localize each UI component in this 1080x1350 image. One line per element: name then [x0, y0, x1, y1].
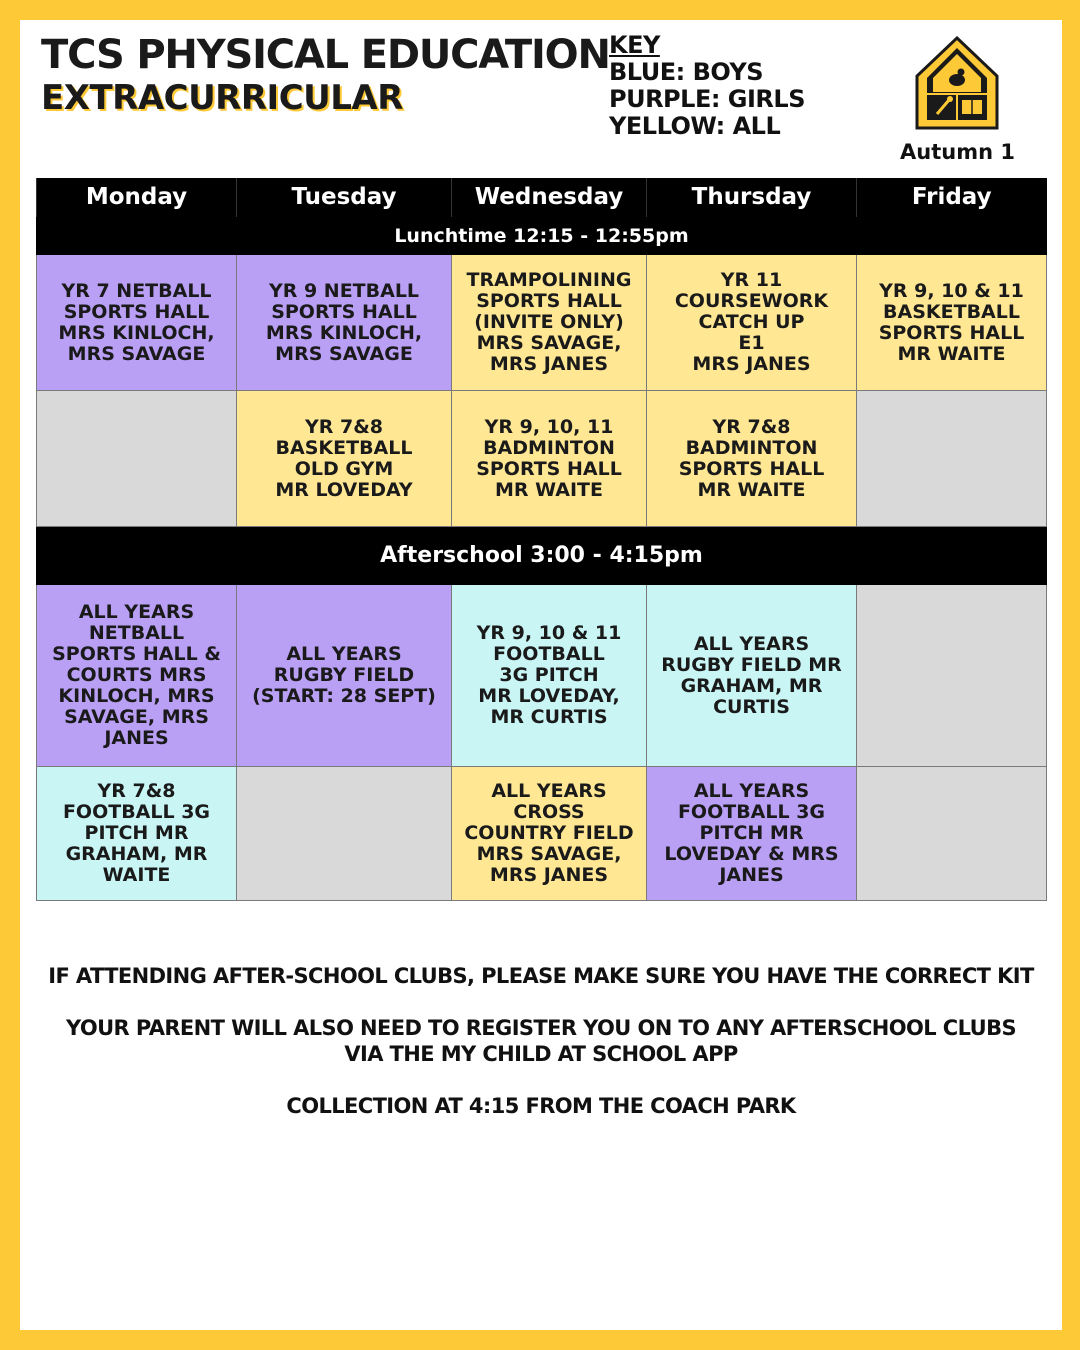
- club-cell-line: BADMINTON: [483, 436, 615, 459]
- club-cell-line: YR 7&8: [712, 415, 791, 438]
- colour-key: [609, 32, 805, 140]
- club-cell-line: MRS JANES: [489, 864, 609, 886]
- lunch-row-1: [37, 255, 1047, 391]
- club-cell-line: E1: [738, 332, 765, 354]
- club-cell-line: BASKETBALL: [275, 436, 413, 459]
- club-cell-line: PITCH MR: [699, 822, 804, 844]
- empty-cell: [37, 391, 237, 527]
- club-cell-line: YR 11: [720, 269, 783, 291]
- club-cell-line: YR 9, 10 & 11: [476, 622, 622, 644]
- club-cell-line: MRS KINLOCH,: [265, 321, 423, 344]
- club-cell-line: SPORTS HALL: [678, 457, 825, 480]
- club-cell-line: MR WAITE: [495, 478, 603, 501]
- club-cell-line: PITCH MR: [84, 822, 189, 844]
- club-cell-wednesday: [452, 585, 647, 767]
- club-cell-monday: [37, 767, 237, 901]
- club-cell-line: JANES: [719, 864, 784, 886]
- club-cell-line: MRS KINLOCH,: [58, 321, 215, 344]
- club-cell-line: ALL YEARS: [286, 643, 402, 665]
- club-cell-line: MRS SAVAGE: [67, 342, 206, 365]
- lunchtime-band: Lunchtime 12:15 - 12:55pm: [37, 217, 1047, 255]
- club-cell-line: SPORTS HALL &: [52, 643, 221, 665]
- afterschool-row-1: [37, 585, 1047, 767]
- afterschool-row-2: [37, 767, 1047, 901]
- club-cell-line: WAITE: [102, 864, 171, 886]
- club-cell-wednesday: [452, 255, 647, 391]
- timetable: [36, 178, 1047, 901]
- club-cell-line: RUGBY FIELD MR: [661, 653, 842, 676]
- club-cell-line: MR WAITE: [897, 342, 1006, 365]
- club-cell-line: ALL YEARS: [693, 780, 810, 802]
- club-cell-line: ALL YEARS: [491, 780, 607, 802]
- lunch-row-2: [37, 391, 1047, 527]
- club-cell-thursday: [647, 255, 857, 391]
- club-cell-thursday: [647, 585, 857, 767]
- club-cell-line: NETBALL: [88, 622, 185, 644]
- school-crest-icon: [915, 36, 999, 132]
- empty-cell: [237, 767, 452, 901]
- empty-cell: [857, 767, 1047, 901]
- club-cell-line: SPORTS HALL: [476, 457, 622, 480]
- club-cell-line: SPORTS HALL: [271, 300, 417, 323]
- club-cell-line: (START: 28 SEPT): [252, 685, 436, 707]
- club-cell-line: RUGBY FIELD: [273, 664, 415, 686]
- club-cell-line: (INVITE ONLY): [474, 311, 624, 333]
- key-item-yellow: YELLOW: ALL: [609, 112, 781, 140]
- day-header-monday: Monday: [37, 178, 237, 217]
- poster: [20, 20, 1062, 1330]
- kit-notice: IF ATTENDING AFTER-SCHOOL CLUBS, PLEASE MAKE SURE YOU HAVE THE CORRECT KIT: [48, 964, 1034, 988]
- club-cell-tuesday: [237, 585, 452, 767]
- register-notice-line-2: VIA THE MY CHILD AT SCHOOL APP: [344, 1042, 738, 1066]
- club-cell-line: GRAHAM, MR: [680, 674, 823, 697]
- club-cell-thursday: [647, 767, 857, 901]
- club-cell-line: MRS JANES: [489, 353, 609, 375]
- club-cell-line: MR LOVEDAY,: [478, 685, 620, 707]
- club-cell-line: FOOTBALL 3G: [62, 801, 211, 823]
- club-cell-line: FOOTBALL: [493, 643, 605, 665]
- club-cell-line: COURTS MRS: [66, 664, 207, 686]
- club-cell-line: MRS JANES: [692, 353, 811, 375]
- club-cell-line: CATCH UP: [698, 311, 805, 333]
- club-cell-line: 3G PITCH: [499, 664, 599, 686]
- day-header-thursday: Thursday: [647, 178, 857, 217]
- club-cell-line: MRS SAVAGE: [275, 342, 413, 365]
- club-cell-line: CROSS: [513, 801, 585, 823]
- club-cell-line: YR 9, 10 & 11: [879, 279, 1024, 302]
- register-notice-line-1: YOUR PARENT WILL ALSO NEED TO REGISTER YOU ON TO ANY AFTERSCHOOL CLUBS: [65, 1016, 1016, 1040]
- club-cell-line: BASKETBALL: [883, 300, 1020, 323]
- club-cell-line: BADMINTON: [685, 436, 818, 459]
- page-subtitle: EXTRACURRICULAR: [41, 78, 403, 118]
- club-cell-line: CURTIS: [713, 695, 790, 718]
- club-cell-thursday: [647, 391, 857, 527]
- page-title: TCS PHYSICAL EDUCATION: [41, 32, 610, 78]
- club-cell-line: MRS SAVAGE,: [476, 843, 622, 865]
- club-cell-line: KINLOCH, MRS: [58, 685, 215, 707]
- day-header-wednesday: Wednesday: [452, 178, 647, 217]
- club-cell-line: LOVEDAY & MRS: [664, 843, 839, 865]
- club-cell-line: MR WAITE: [697, 478, 806, 501]
- club-cell-line: ALL YEARS: [78, 601, 195, 623]
- club-cell-line: YR 7&8: [304, 415, 383, 438]
- club-cell-tuesday: [237, 255, 452, 391]
- club-cell-line: OLD GYM: [294, 457, 394, 480]
- empty-cell: [857, 585, 1047, 767]
- club-cell-line: FOOTBALL 3G: [677, 801, 826, 823]
- day-header-friday: Friday: [857, 178, 1047, 217]
- club-cell-tuesday: [237, 391, 452, 527]
- club-cell-line: COUNTRY FIELD: [464, 822, 634, 844]
- club-cell-line: SAVAGE, MRS: [64, 706, 209, 728]
- club-cell-line: GRAHAM, MR: [65, 843, 208, 865]
- term-label: Autumn 1: [900, 140, 1015, 164]
- notes: [20, 963, 1062, 1145]
- club-cell-line: MRS SAVAGE,: [476, 332, 622, 354]
- club-cell-line: COURSEWORK: [674, 290, 829, 312]
- club-cell-monday: [37, 255, 237, 391]
- club-cell-line: YR 9 NETBALL: [268, 279, 420, 302]
- day-header-tuesday: Tuesday: [237, 178, 452, 217]
- afterschool-band: Afterschool 3:00 - 4:15pm: [37, 527, 1047, 585]
- club-cell-line: JANES: [104, 727, 169, 749]
- club-cell-line: SPORTS HALL: [878, 321, 1025, 344]
- club-cell-line: MR LOVEDAY: [275, 478, 413, 501]
- key-title: KEY: [609, 31, 660, 59]
- club-cell-wednesday: [452, 391, 647, 527]
- empty-cell: [857, 391, 1047, 527]
- club-cell-wednesday: [452, 767, 647, 901]
- key-item-blue: BLUE: BOYS: [609, 58, 764, 86]
- club-cell-line: SPORTS HALL: [63, 300, 210, 323]
- club-cell-line: MR CURTIS: [490, 706, 608, 728]
- collection-notice: COLLECTION AT 4:15 FROM THE COACH PARK: [286, 1094, 796, 1118]
- club-cell-line: YR 9, 10, 11: [484, 415, 614, 438]
- club-cell-monday: [37, 585, 237, 767]
- club-cell-line: ALL YEARS: [693, 632, 810, 655]
- key-item-purple: PURPLE: GIRLS: [609, 85, 805, 113]
- club-cell-line: TRAMPOLINING: [466, 269, 632, 291]
- club-cell-line: SPORTS HALL: [476, 290, 622, 312]
- club-cell-line: YR 7 NETBALL: [61, 279, 212, 302]
- club-cell-friday: [857, 255, 1047, 391]
- club-cell-line: YR 7&8: [97, 780, 176, 802]
